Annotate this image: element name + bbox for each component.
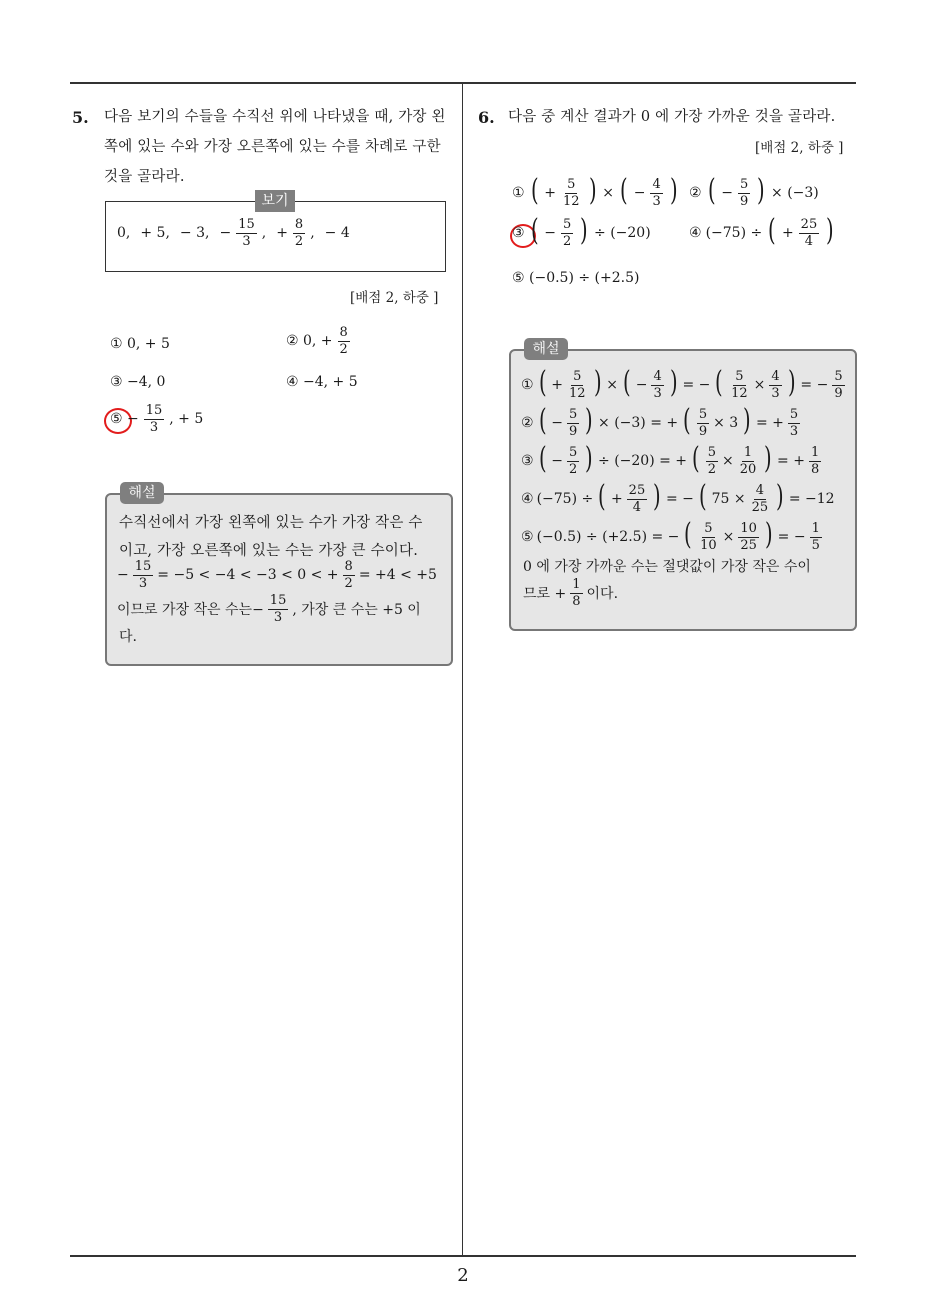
q6-sol-step-1: ① ( + $\frac{5}{12}$ ) × ( − $\frac{4}{3}$ ) = − ( $\frac{5}{12}$ × $\frac{4}{3}$ ) = − $\frac{5}{9}$ <box>521 365 843 401</box>
q5-sol-line4: 이므로 가장 작은 수는− $\frac{15}{3}$ , 가장 큰 수는 +5 이 <box>117 593 421 625</box>
c1-fraction-b: $\frac{4}{3}$ <box>652 177 661 209</box>
q5-sol-line2: 이고, 가장 오른쪽에 있는 수는 가장 큰 수이다. <box>119 543 419 559</box>
q6-choice-3[interactable]: ③ ( − $\frac{5}{2}$ ) ÷ (−20) <box>512 213 651 249</box>
q5-text-line2: 쪽에 있는 수와 가장 오른쪽에 있는 수를 차례로 구한 <box>104 139 441 155</box>
bogi-item-0: 0, <box>117 225 131 242</box>
bogi-fraction-15-3: $\frac{15}{3}$ <box>238 217 255 249</box>
q5-choice-3[interactable]: ③ −4, 0 <box>110 374 166 390</box>
bottom-rule <box>70 1255 856 1257</box>
sol-fraction-15-3b: $\frac{15}{3}$ <box>269 593 287 625</box>
q5-choice-5[interactable] <box>110 404 203 434</box>
choice-5-text: ⑤ − <box>110 411 139 428</box>
bogi-comma: , <box>310 225 315 242</box>
q5-solution-text <box>119 509 449 565</box>
q5-score: [배점 2, 하중 ] <box>350 290 439 306</box>
q6-choice-5[interactable]: ⑤ (−0.5) ÷ (+2.5) <box>512 270 640 286</box>
q5-sol-line1: 수직선에서 가장 왼쪽에 있는 수가 가장 작은 수 <box>119 515 423 531</box>
q5-question <box>104 102 456 192</box>
page-number: 2 <box>457 1265 469 1286</box>
q6-sol-step-5: ⑤ (−0.5) ÷ (+2.5) = − ( $\frac{5}{10}$ × $\frac{10}{25}$ ) = − $\frac{1}{5}$ <box>521 517 820 553</box>
q5-text-line1: 다음 보기의 수들을 수직선 위에 나타냈을 때, 가장 왼 <box>104 109 446 125</box>
c1-fraction-a: $\frac{5}{12}$ <box>563 177 580 209</box>
top-rule <box>70 82 856 84</box>
sol-fraction-15-3: $\frac{15}{3}$ <box>134 559 152 591</box>
q6-question: 다음 중 계산 결과가 0 에 가장 가까운 것을 골라라. <box>508 109 836 125</box>
c2-fraction: $\frac{5}{9}$ <box>740 177 749 209</box>
c4-fraction: $\frac{25}{4}$ <box>800 217 818 249</box>
choice-2-fraction: $\frac{8}{2}$ <box>339 325 348 357</box>
bogi-item-plus5: + 5, <box>140 225 170 242</box>
choice-5-fraction: $\frac{15}{3}$ <box>145 403 163 435</box>
bogi-fraction-8-2: $\frac{8}{2}$ <box>294 217 304 249</box>
q5-sol-line5: 다. <box>119 629 137 645</box>
column-divider <box>462 82 463 1257</box>
c3-fraction: $\frac{5}{2}$ <box>563 217 572 249</box>
bogi-item-frac2-sign: + <box>276 225 288 242</box>
q5-bogi-label: 보기 <box>255 190 295 212</box>
q5-choice-1[interactable]: ① 0, + 5 <box>110 336 170 352</box>
sol-fraction-1-8: $\frac{1}{8}$ <box>572 577 581 609</box>
q6-number: 6. <box>478 108 495 127</box>
bogi-item-minus3: − 3, <box>179 225 210 242</box>
q5-choice-2[interactable] <box>286 326 351 356</box>
choice-2-text: ② 0, + <box>286 333 333 350</box>
q6-sol-line7: 므로 + $\frac{1}{8}$ 이다. <box>523 577 619 609</box>
q6-sol-line6: 0 에 가장 가까운 수는 절댓값이 가장 작은 수이 <box>523 559 811 575</box>
q6-solution-tag: 해설 <box>524 338 568 360</box>
q5-number: 5. <box>72 108 89 127</box>
q6-sol-step-3: ③ ( − $\frac{5}{2}$ ) ÷ (−20) = + ( $\frac{5}{2}$ × $\frac{1}{20}$ ) = + $\frac{1}{8}$ <box>521 441 820 477</box>
q6-choice-1[interactable]: ① ( + $\frac{5}{12}$ ) × ( − $\frac{4}{3}$ ) <box>512 173 678 209</box>
q6-choice-2[interactable]: ② ( − $\frac{5}{9}$ ) × (−3) <box>689 173 819 209</box>
q6-sol-step-4: ④ (−75) ÷ ( + $\frac{25}{4}$ ) = − ( 75 × $\frac{4}{25}$ ) = −12 <box>521 479 835 515</box>
sol-fraction-8-2: $\frac{8}{2}$ <box>344 559 353 591</box>
q6-choice-4[interactable]: ④ (−75) ÷ ( + $\frac{25}{4}$ ) <box>689 213 834 249</box>
bogi-comma: , <box>261 225 267 242</box>
choice-5-rest: , + 5 <box>169 411 204 428</box>
q5-solution-tag: 해설 <box>120 482 164 504</box>
q5-choice-4[interactable]: ④ −4, + 5 <box>286 374 358 390</box>
q5-bogi-numbers <box>117 218 350 248</box>
bogi-item-frac-sign: − <box>219 225 232 242</box>
q6-score: [배점 2, 하중 ] <box>755 140 844 156</box>
q5-sol-line3: − $\frac{15}{3}$ = −5 < −4 < −3 < 0 < + $\frac{8}{2}$ = +4 < +5 <box>117 559 437 591</box>
q6-sol-step-2: ② ( − $\frac{5}{9}$ ) × (−3) = + ( $\frac{5}{9}$ × 3 ) = + $\frac{5}{3}$ <box>521 403 799 439</box>
bogi-item-minus4: − 4 <box>324 225 350 242</box>
q5-text-line3: 것을 골라라. <box>104 169 185 185</box>
